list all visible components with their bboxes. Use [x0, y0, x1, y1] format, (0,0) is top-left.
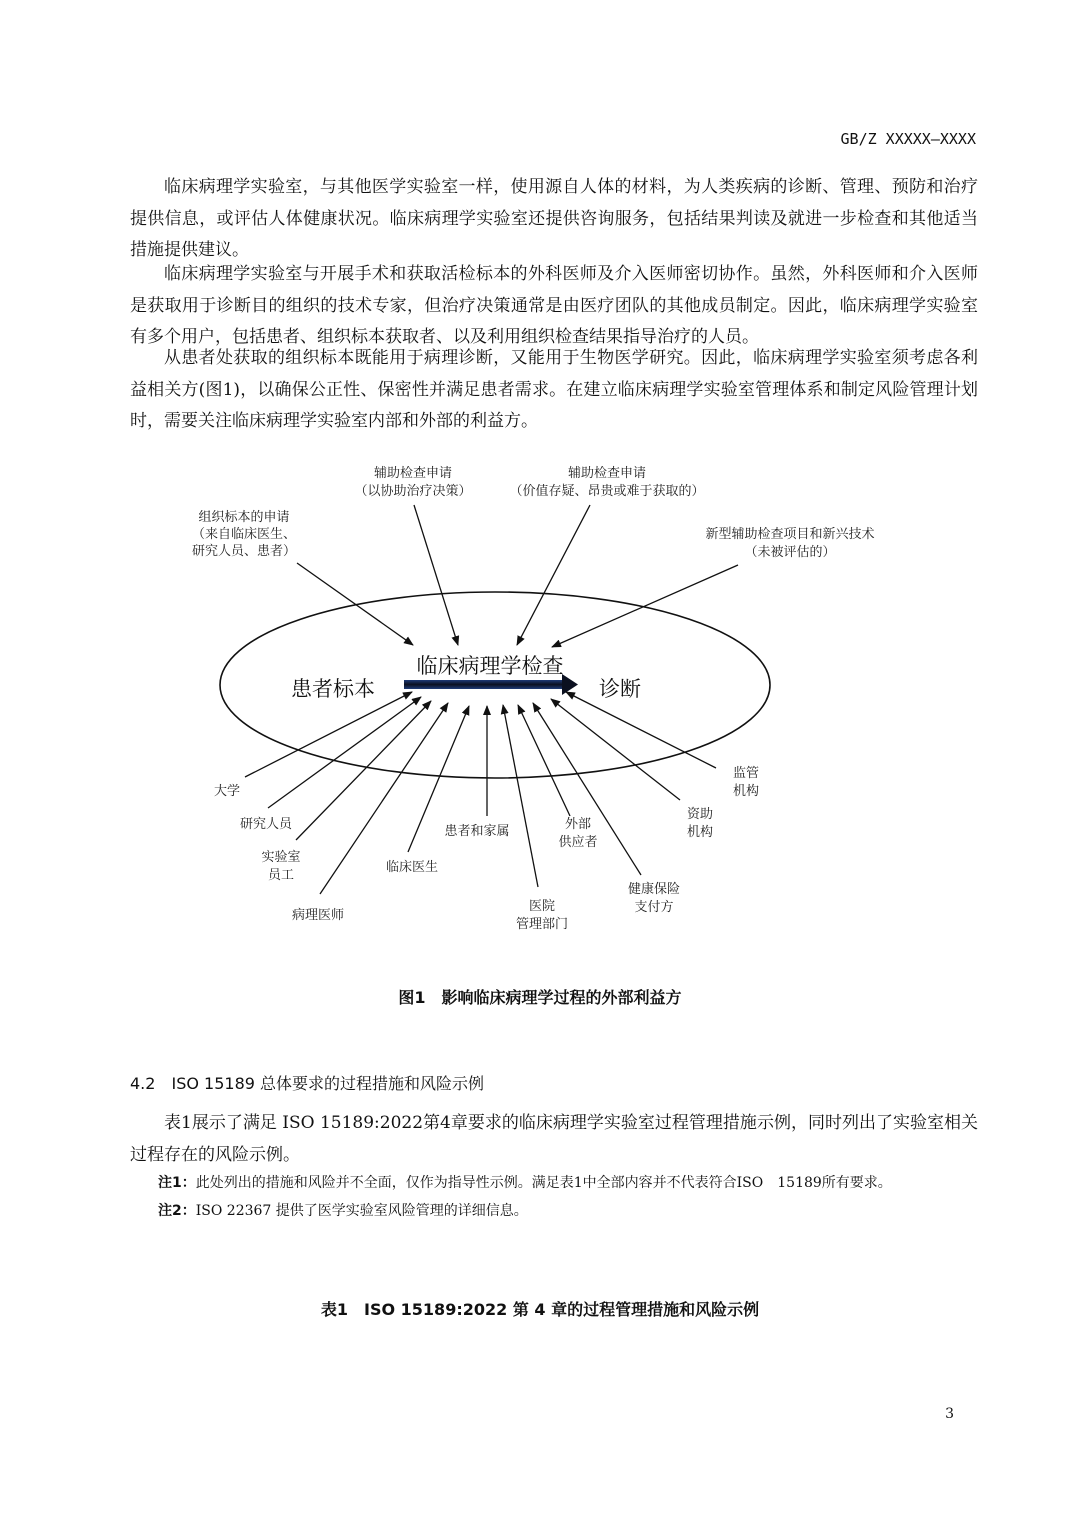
- svg-text:机构: 机构: [686, 825, 714, 840]
- paragraph-1: 临床病理学实验室，与其他医学实验室一样，使用源自人体的材料，为人类疾病的诊断、管理、预防和治疗提供信息，或评估人体健康状况。临床病理学实验室还提供咨询服务，包括结果判读及就进一步检查和其他适当措施提供建议。: [130, 177, 978, 260]
- svg-text:外部: 外部: [564, 817, 592, 832]
- arrow-lab-staff: [296, 701, 431, 840]
- svg-text:支付方: 支付方: [634, 900, 674, 915]
- arrow-funding-agencies: [551, 699, 680, 800]
- label-new-technology: [705, 526, 874, 560]
- svg-text:组织标本的申请: 组织标本的申请: [198, 510, 290, 525]
- svg-text:机构: 机构: [732, 784, 760, 799]
- svg-text:健康保险: 健康保险: [627, 882, 681, 897]
- svg-text:新型辅助检查项目和新兴技术: 新型辅助检查项目和新兴技术: [705, 527, 875, 542]
- process-arrow-head: [562, 674, 578, 695]
- label-health-insurers: [628, 881, 680, 915]
- arrow-ancillary-costly: [517, 505, 590, 645]
- note-2: [158, 1200, 988, 1220]
- label-external-suppliers: [558, 817, 597, 850]
- svg-text:研究人员、患者）: 研究人员、患者）: [191, 544, 297, 559]
- label-ancillary-costly: [509, 465, 704, 499]
- svg-text:供应者: 供应者: [558, 835, 598, 850]
- arrow-hospital-admin: [503, 705, 538, 887]
- arrow-regulators: [566, 692, 716, 768]
- page-number: 3: [945, 1406, 954, 1422]
- svg-text:管理部门: 管理部门: [515, 917, 569, 932]
- svg-text:监管: 监管: [732, 766, 760, 781]
- table-caption: 表1 ISO 15189:2022 第 4 章的过程管理措施和风险示例: [320, 1300, 760, 1319]
- svg-text:资助: 资助: [686, 807, 714, 822]
- arrow-researchers: [268, 697, 421, 808]
- label-regulators: [733, 765, 759, 799]
- label-lab-staff: [261, 850, 300, 883]
- svg-text:（价值存疑、昂贵或难于获取的）: （价值存疑、昂贵或难于获取的）: [509, 484, 705, 499]
- svg-text:员工: 员工: [267, 868, 295, 883]
- svg-text:（未被评估的）: （未被评估的）: [744, 545, 836, 560]
- section-heading: [130, 1071, 484, 1094]
- label-university: 大学: [213, 784, 241, 799]
- note-2-label: 注2：: [158, 1203, 196, 1219]
- label-pathologists: 病理医师: [291, 908, 345, 923]
- label-patients-families: 患者和家属: [444, 824, 510, 839]
- document-id-header: GB/Z XXXXX—XXXX: [840, 130, 976, 148]
- note-1-label: 注1：: [158, 1175, 196, 1191]
- label-tissue-request: [192, 509, 296, 559]
- svg-text:实验室: 实验室: [261, 850, 301, 865]
- svg-text:（来自临床医生、: （来自临床医生、: [191, 527, 297, 542]
- process-arrow-bar: [404, 680, 564, 689]
- paragraph-2: 临床病理学实验室与开展手术和获取活检标本的外科医师及介入医师密切协作。虽然，外科医师和介入医师是获取用于诊断目的组织的技术专家，但治疗决策通常是由医疗团队的其他成员制定。因此，临床病理学实验室有多个用户，包括患者、组织标本获取者、以及利用组织检查结果指导治疗的人员。: [130, 264, 978, 347]
- right-label: 诊断: [599, 677, 641, 701]
- label-funding-agencies: [687, 806, 713, 840]
- note-2-text: ISO 22367 提供了医学实验室风险管理的详细信息。: [195, 1203, 528, 1219]
- arrow-tissue-request: [297, 563, 413, 645]
- label-clinicians: 临床医生: [385, 860, 439, 875]
- svg-text:辅助检查申请: 辅助检查申请: [567, 466, 647, 481]
- label-hospital-admin: [516, 899, 568, 932]
- note-1: [158, 1172, 988, 1192]
- left-label: 患者标本: [291, 677, 375, 701]
- stakeholder-diagram: [0, 450, 1080, 950]
- svg-text:医院: 医院: [528, 899, 556, 914]
- label-researchers: 研究人员: [239, 817, 293, 832]
- svg-text:辅助检查申请: 辅助检查申请: [373, 466, 453, 481]
- arrow-new-technology: [552, 565, 738, 647]
- figure-caption: 图1 影响临床病理学过程的外部利益方: [398, 988, 682, 1007]
- section-number: 4.2: [130, 1074, 156, 1093]
- svg-text:（以协助治疗决策）: （以协助治疗决策）: [354, 484, 472, 499]
- arrow-ancillary-treatment: [414, 505, 458, 645]
- section-title: ISO 15189 总体要求的过程措施和风险示例: [171, 1074, 485, 1093]
- paragraph-3: 从患者处获取的组织标本既能用于病理诊断，又能用于生物医学研究。因此，临床病理学实验室须考虑各利益相关方(图1)，以确保公正性、保密性并满足患者需求。在建立临床病理学实验室管理体系和制定风险管理计划时，需要关注临床病理学实验室内部和外部的利益方。: [130, 348, 978, 431]
- label-ancillary-treatment: [354, 465, 471, 499]
- section-paragraph: 表1展示了满足 ISO 15189:2022第4章要求的临床病理学实验室过程管理措施示例，同时列出了实验室相关过程存在的风险示例。: [130, 1113, 978, 1165]
- note-1-text: 此处列出的措施和风险并不全面，仅作为指导性示例。满足表1中全部内容并不代表符合ISO 15189所有要求。: [195, 1175, 892, 1191]
- center-title: 临床病理学检查: [416, 654, 564, 678]
